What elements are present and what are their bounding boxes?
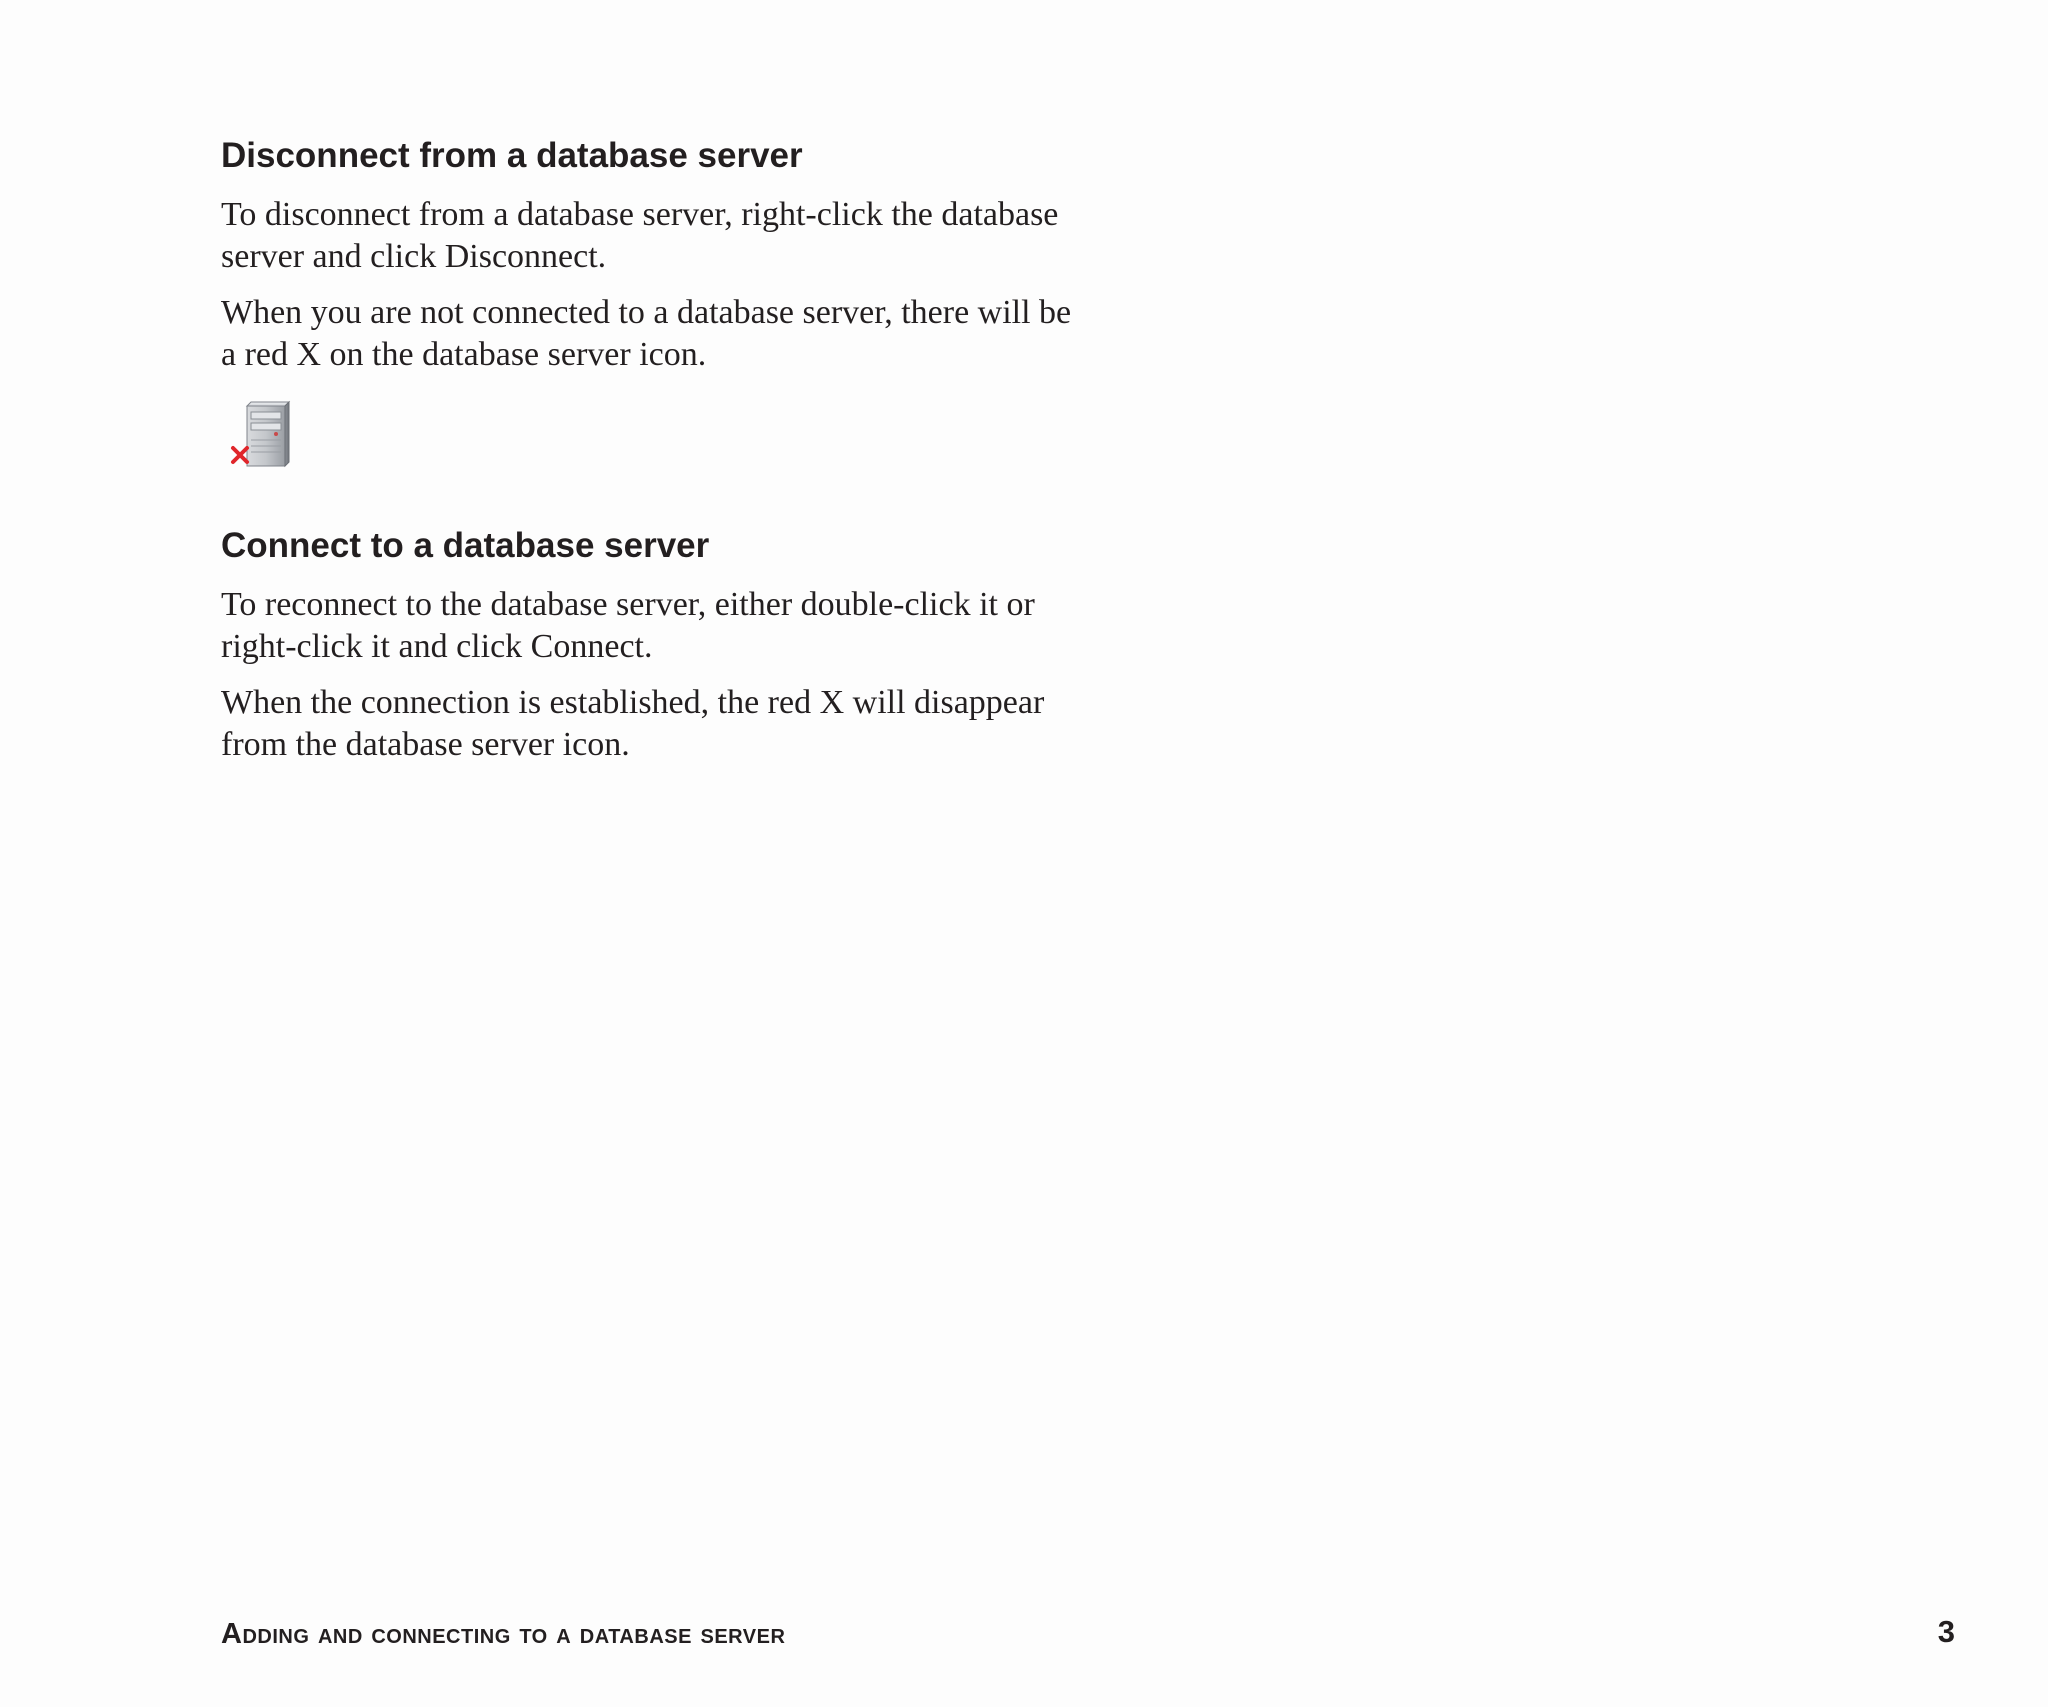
page-number: 3 [1937,1614,1955,1649]
paragraph-disconnect-instructions: To disconnect from a database server, right-click the database server and click Disconnect. [221,196,1059,275]
paragraph-disconnect-indicator: When you are not connected to a database server, there will be a red X on the database server icon. [221,294,1072,373]
red-x-icon [233,448,247,462]
section-heading-connect: Connect to a database server [221,526,710,565]
main-content [221,134,1081,766]
section-heading-disconnect: Disconnect from a database server [221,136,803,175]
database-server-disconnected-icon [221,400,293,470]
footer-section-title: Adding and connecting to a database server [221,1618,786,1650]
paragraph-connect-instructions: To reconnect to the database server, either double-click it or right-click it and click Connect. [221,586,1035,665]
paragraph-connect-indicator: When the connection is established, the red X will disappear from the database server icon. [221,684,1045,763]
